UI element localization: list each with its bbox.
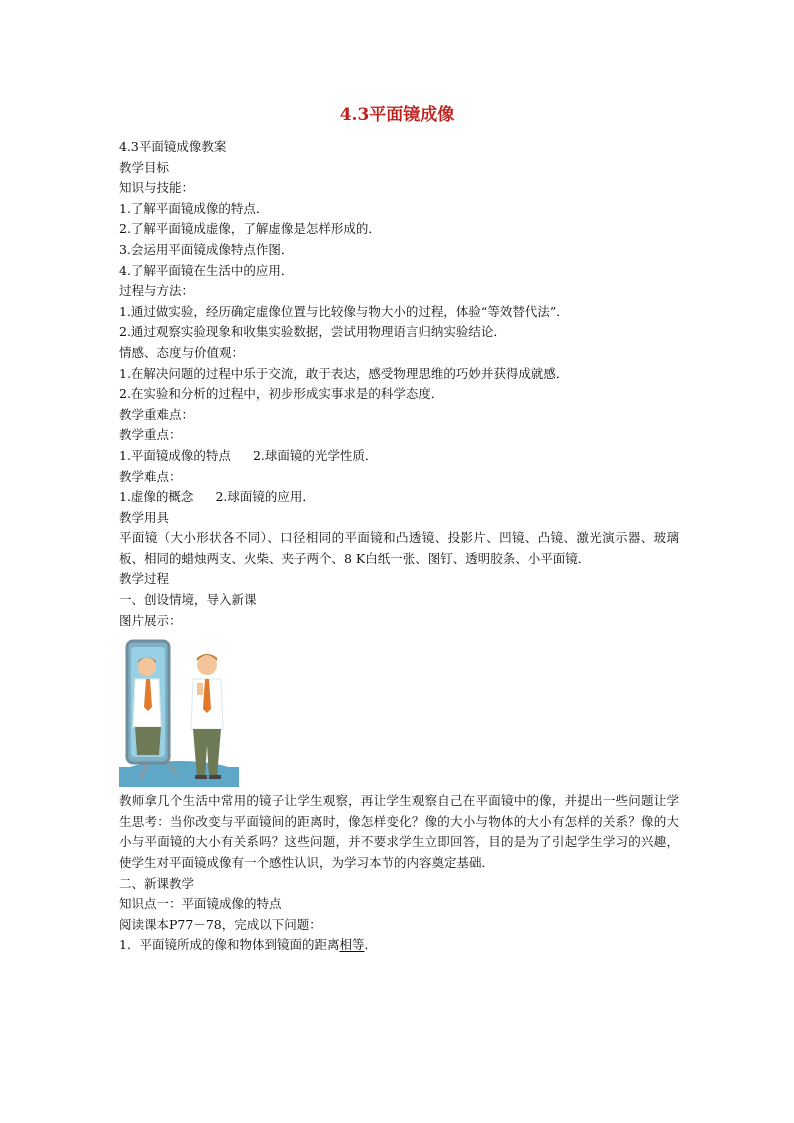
question-text: 1．平面镜所成的像和物体到镜面的距离 bbox=[119, 937, 340, 953]
difficulty-2: 2.球面镜的应用． bbox=[215, 489, 315, 505]
man-in-mirror-illustration bbox=[119, 637, 239, 787]
answer-blank: 相等 bbox=[339, 937, 365, 953]
paragraph: 教师拿几个生活中常用的镜子让学生观察，再让学生观察自己在平面镜中的像，并提出一些问题让学生思考：当你改变与平面镜间的距离时，像怎样变化？像的大小与物体的大小有怎样的关系？像的大小与平面镜的大小有关系吗？这些问题，并不要求学生立即回答，目的是为了引起学生学习的兴趣，使学生对平面镜成像有一个感性认识，为学习本节的内容奠定基础． bbox=[119, 793, 679, 871]
list-item: 2.在实验和分析的过程中，初步形成实事求是的科学态度． bbox=[119, 386, 444, 402]
section-heading: 二、新课教学 bbox=[119, 875, 195, 891]
list-item: 1.通过做实验，经历确定虚像位置与比较像与物大小的过程，体验“等效替代法”． bbox=[119, 303, 569, 319]
document-body bbox=[119, 137, 679, 956]
page-title: 4.3平面镜成像 bbox=[339, 105, 455, 125]
section-heading: 教学目标 bbox=[119, 159, 170, 175]
paragraph: 平面镜（大小形状各不同）、口径相同的平面镜和凸透镜、投影片、凹镜、凸镜、激光演示器、玻璃板、相同的蜡烛两支、火柴、夹子两个、8 K白纸一张、图钉、透明胶条、小平面镜． bbox=[119, 530, 679, 566]
sub-heading: 教学重点： bbox=[119, 427, 182, 443]
list-item: 1.在解决问题的过程中乐于交流，敢于表达，感受物理思维的巧妙并获得成就感． bbox=[119, 365, 569, 381]
difficulty-1: 1.虚像的概念 bbox=[119, 489, 194, 505]
section-heading: 教学过程 bbox=[119, 571, 170, 587]
list-item: 2.通过观察实验现象和收集实验数据，尝试用物理语言归纳实验结论． bbox=[119, 324, 506, 340]
list-item: 2.了解平面镜成虚像，了解虚像是怎样形成的． bbox=[119, 221, 381, 237]
list-item bbox=[119, 935, 679, 956]
sub-heading: 过程与方法： bbox=[119, 283, 195, 299]
sub-heading: 知识点一：平面镜成像的特点 bbox=[119, 896, 282, 912]
list-item bbox=[119, 487, 679, 508]
section-heading: 教学重难点： bbox=[119, 406, 195, 422]
question-end: ． bbox=[364, 937, 377, 953]
list-item: 3.会运用平面镜成像特点作图． bbox=[119, 241, 294, 257]
sub-heading: 知识与技能： bbox=[119, 180, 195, 196]
key-point-1: 1.平面镜成像的特点 bbox=[119, 447, 231, 463]
list-item: 1.了解平面镜成像的特点． bbox=[119, 200, 269, 216]
sub-heading: 教学难点： bbox=[119, 468, 182, 484]
sub-heading: 图片展示： bbox=[119, 612, 182, 628]
list-item: 4.了解平面镜在生活中的应用． bbox=[119, 262, 294, 278]
sub-heading: 情感、态度与价值观： bbox=[119, 344, 245, 360]
list-item: 阅读课本P77－78，完成以下问题： bbox=[119, 916, 322, 932]
doc-subtitle: 4.3平面镜成像教案 bbox=[119, 139, 227, 154]
sub-heading: 一、创设情境，导入新课 bbox=[119, 592, 257, 608]
list-item bbox=[119, 446, 679, 467]
section-heading: 教学用具 bbox=[119, 509, 170, 525]
key-point-2: 2.球面镜的光学性质． bbox=[252, 447, 378, 463]
